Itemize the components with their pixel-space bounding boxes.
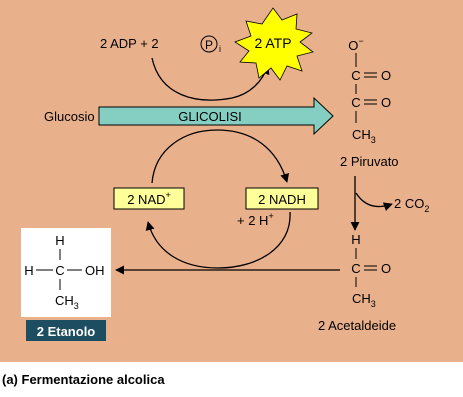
acetaldehyde-o: O bbox=[380, 261, 392, 276]
acetaldehyde-name: 2 Acetaldeide bbox=[318, 318, 397, 333]
protons-label: + 2 H+ bbox=[237, 211, 274, 228]
pyruvate-o2: O bbox=[380, 95, 392, 110]
nad-label: 2 NAD+ bbox=[127, 190, 171, 207]
acetaldehyde-c: C bbox=[351, 261, 361, 276]
ethanol-oh: OH bbox=[85, 263, 105, 278]
pyruvate-o-minus: O− bbox=[348, 36, 364, 53]
ethanol-c: C bbox=[55, 263, 65, 278]
acetaldehyde-ch3: $CH_3$ bbox=[352, 291, 376, 309]
adp-pi-label: 2 ADP + 2 bbox=[100, 36, 159, 51]
atp-label: 2 ATP bbox=[254, 35, 292, 51]
pyruvate-o1: O bbox=[380, 68, 392, 83]
pyruvate-c1: C bbox=[351, 68, 361, 83]
pyruvate-c2: C bbox=[351, 95, 361, 110]
phosphate-symbol: P bbox=[204, 38, 214, 52]
phosphate-subscript: i bbox=[219, 44, 221, 54]
pyruvate-name: 2 Piruvato bbox=[340, 154, 399, 169]
ethanol-ch3: $CH_3$ bbox=[55, 293, 79, 311]
ethanol-h-top: H bbox=[55, 233, 65, 248]
glycolysis-label: GLICOLISI bbox=[178, 109, 242, 124]
ethanol-name: 2 Etanolo bbox=[36, 324, 96, 339]
glucose-label: Glucosio bbox=[44, 109, 95, 124]
acetaldehyde-h: H bbox=[351, 232, 361, 247]
nadh-label: 2 NADH bbox=[258, 192, 306, 207]
co2-label: 2 $CO_2$ bbox=[394, 196, 430, 214]
ethanol-h-left: H bbox=[24, 263, 34, 278]
pyruvate-ch3: $CH_3$ bbox=[352, 127, 376, 145]
figure-caption: (a) Fermentazione alcolica bbox=[2, 372, 165, 387]
